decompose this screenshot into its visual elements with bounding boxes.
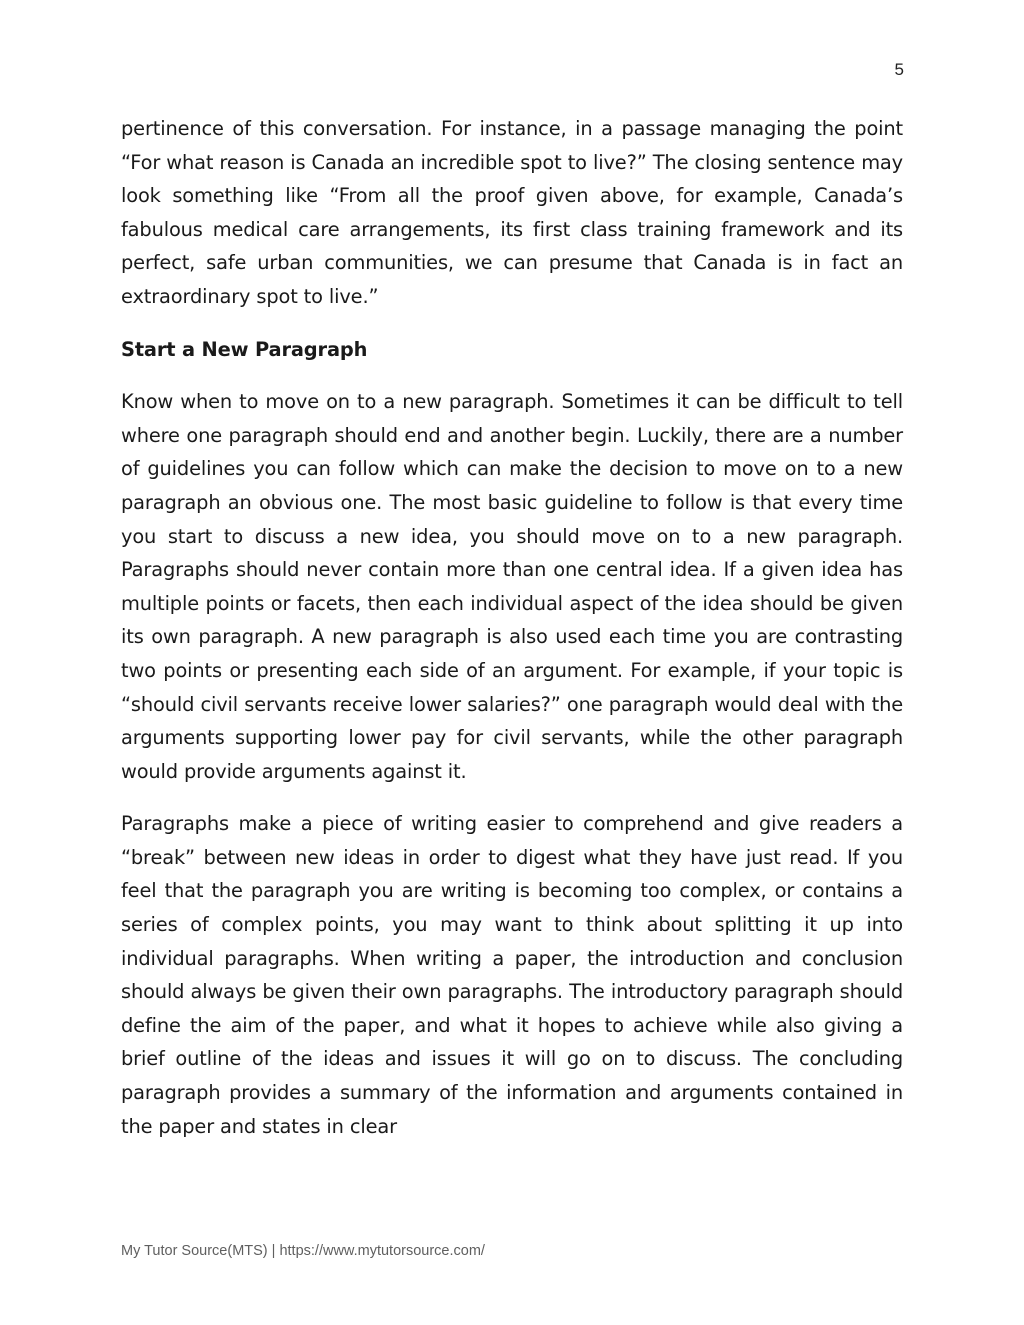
- section-heading: Start a New Paragraph: [121, 337, 368, 361]
- paragraph-canada-conclusion: pertinence of this conversation. For instance, in a passage managing the point “For what reason is Canada an incredible spot to live?” The closing sentence may look something like “From all the proof given above, for example, Canada’s fabulous medical care arrangements, its first class training framework and its perfect, safe urban communities, we can presume that Canada is in fact an extraordinary spot to live.”: [121, 117, 903, 308]
- page-number: 5: [894, 60, 904, 79]
- paragraph-new-paragraph-guidelines: Know when to move on to a new paragraph. Sometimes it can be difficult to tell where one paragraph should end and another begin. Luckily, there are a number of guidelines you can follow which can make the decision to move on to a new paragraph an obvious one. The most basic guideline to follow is that every time you start to discuss a new idea, you should move on to a new paragraph. Paragraphs should never contain more than one central idea. If a given idea has multiple points or facets, then each individual aspect of the idea should be given its own paragraph. A new paragraph is also used each time you are contrasting two points or presenting each side of an argument. For example, if your topic is “should civil servants receive lower salaries?” one paragraph would deal with the arguments supporting lower pay for civil servants, while the other paragraph would provide arguments against it.: [121, 390, 903, 783]
- document-body: [121, 112, 903, 1143]
- paragraph-readability: Paragraphs make a piece of writing easier to comprehend and give readers a “break” between new ideas in order to digest what they have just read. If you feel that the paragraph you are writing is becoming too complex, or contains a series of complex points, you may want to think about splitting it up into individual paragraphs. When writing a paper, the introduction and conclusion should always be given their own paragraphs. The introductory paragraph should define the aim of the paper, and what it hopes to achieve while also giving a brief outline of the ideas and issues it will go on to discuss. The concluding paragraph provides a summary of the information and arguments contained in the paper and states in clear: [121, 812, 903, 1138]
- page-footer: My Tutor Source(MTS) | https://www.mytutorsource.com/: [121, 1243, 485, 1259]
- paragraph-gap: [121, 788, 903, 807]
